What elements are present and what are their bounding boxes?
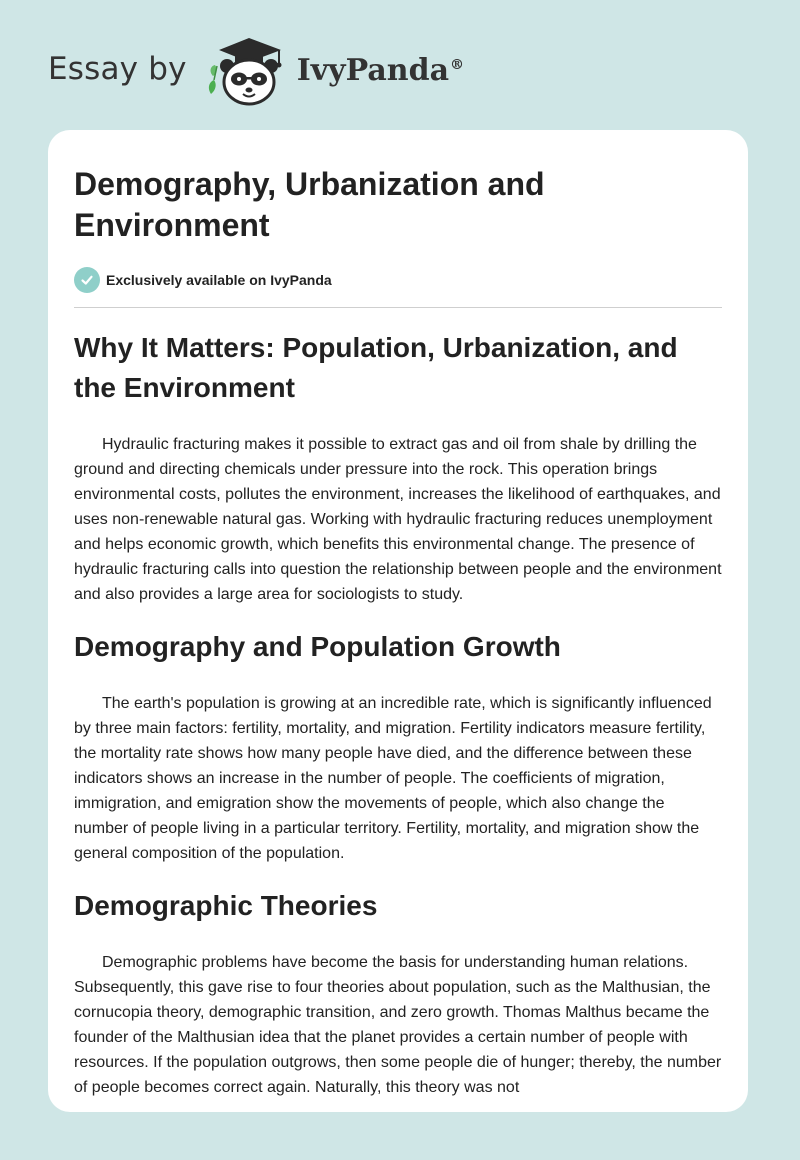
- exclusive-label: Exclusively available on IvyPanda: [106, 272, 332, 288]
- section-paragraph: Hydraulic fracturing makes it possible to extract gas and oil from shale by drilling the ground and directing chemicals under pressure into the rock. This operation brings environmental costs, pollutes the environment, increases the likelihood of earthquakes, and uses non-renewable natural gas. Working with hydraulic fracturing reduces unemployment and helps economic growth, which benefits this environmental change. The presence of hydraulic fracturing calls into question the relationship between people and the environment and also provides a large area for sociologists to study.: [74, 436, 722, 603]
- article-title: Demography, Urbanization and Environment: [74, 166, 545, 243]
- section-why-it-matters: [74, 328, 722, 607]
- section-demography-growth: [74, 627, 722, 866]
- exclusive-badge: [74, 266, 722, 294]
- article-card: [48, 130, 748, 1112]
- section-paragraph: The earth's population is growing at an incredible rate, which is significantly influenced by three main factors: fertility, mortality, and migration. Fertility indicators measure fertility, the mortality rate shows how many people have died, and the difference between these indicators shows an increase in the number of people. The coefficients of migration, immigration, and emigration show the movements of people, which also change the number of people living in a particular territory. Fertility, mortality, and migration show the general composition of the population.: [74, 695, 712, 862]
- ivypanda-brand-name[interactable]: [297, 53, 464, 88]
- ivypanda-logo-icon[interactable]: [201, 36, 293, 108]
- check-icon: [74, 267, 100, 293]
- section-heading: Demography and Population Growth: [74, 631, 561, 662]
- registered-mark: ®: [450, 56, 465, 73]
- section-paragraph: Demographic problems have become the basis for understanding human relations. Subsequently, this gave rise to four theories about population, such as the Malthusian, the cornucopia theory, demographic transition, and zero growth. Thomas Malthus became the founder of the Malthusian idea that the planet provides a certain number of people with resources. If the population outgrows, then some people die of hunger; thereby, the number of people becomes correct again. Naturally, this theory was not: [74, 954, 722, 1096]
- site-header: [48, 36, 464, 108]
- divider: [74, 307, 722, 308]
- section-demographic-theories: [74, 886, 722, 1100]
- section-heading: Why It Matters: Population, Urbanization, and the Environment: [74, 332, 678, 403]
- essay-by-label: Essay by: [48, 51, 187, 87]
- section-heading: Demographic Theories: [74, 890, 378, 921]
- brand-name-text: IvyPanda: [296, 52, 450, 88]
